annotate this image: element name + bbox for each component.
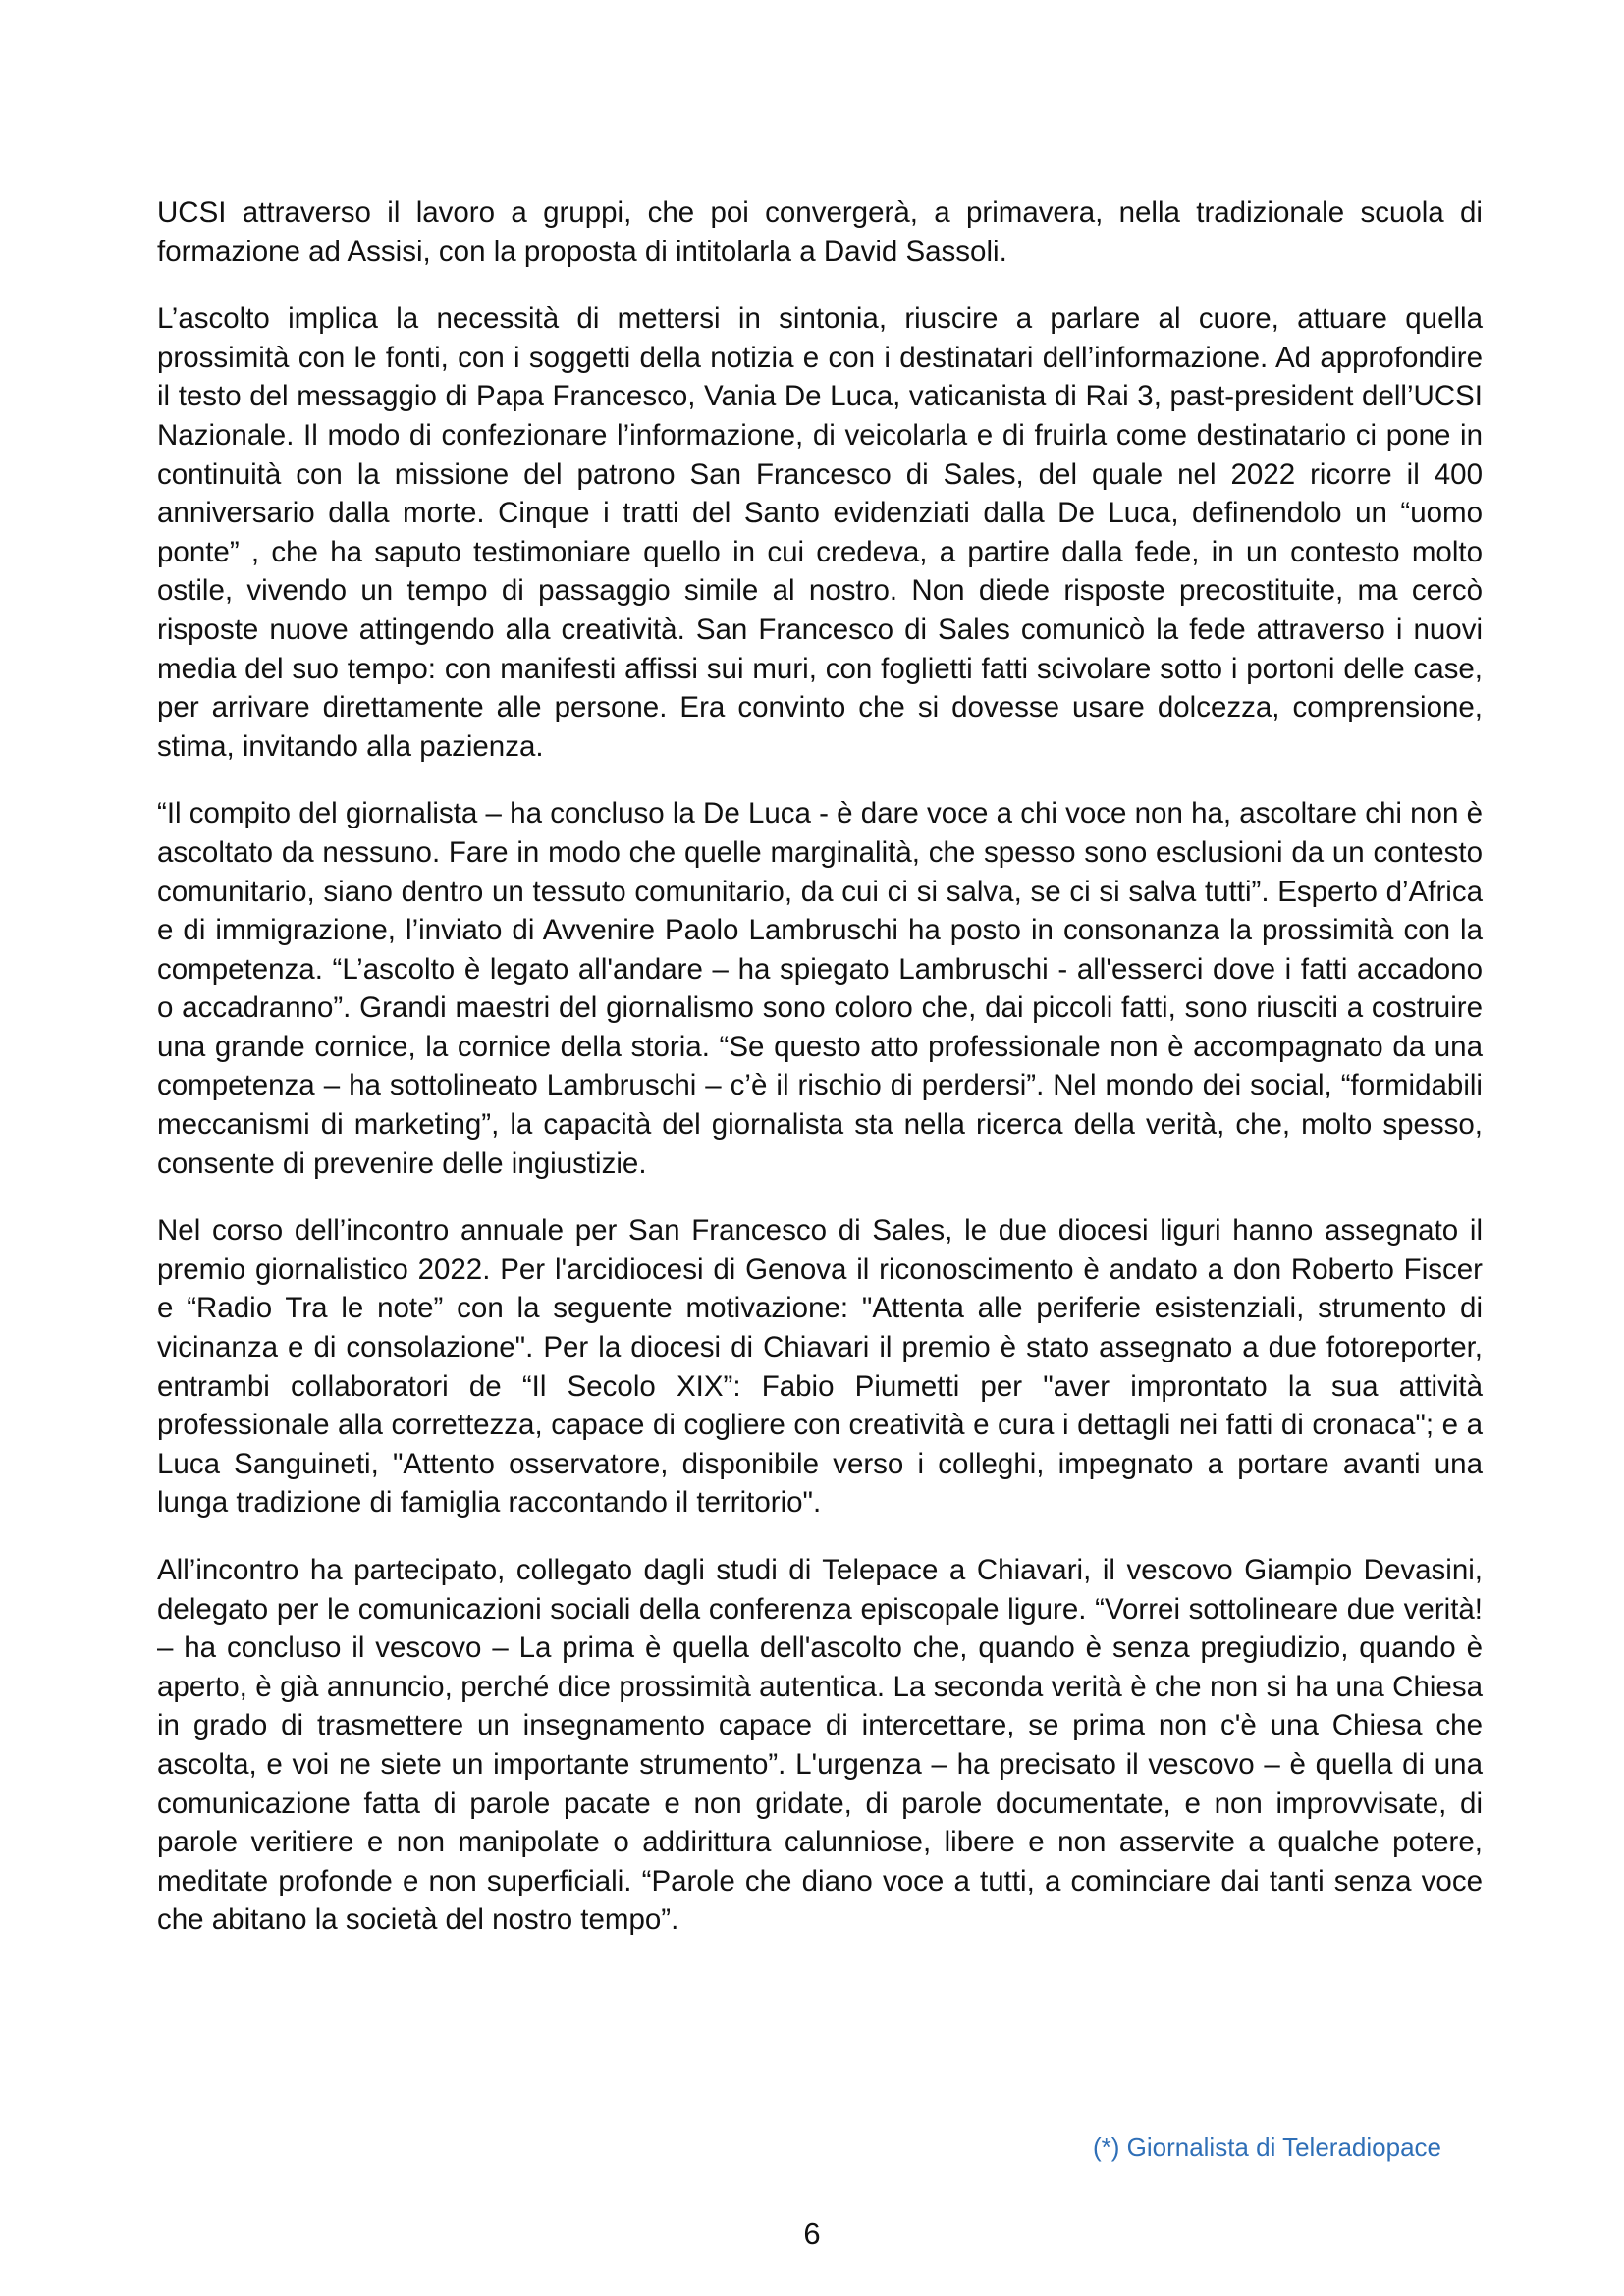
article-paragraph-4: Nel corso dell’incontro annuale per San Francesco di Sales, le due diocesi liguri hanno assegnato il premio giornalistico 2022. Per l'arcidiocesi di Genova il riconoscimento è andato a don Roberto Fiscer e “Radio Tra le note” con la seguente motivazione: "Attenta alle periferie esistenziali, strumento di vicinanza e di consolazione". Per la diocesi di Chiavari il premio è stato assegnato a due fotoreporter, entrambi collaboratori de “Il Secolo XIX”: Fabio Piumetti per "aver improntato la sua attività professionale alla correttezza, capace di cogliere con creatività e cura i dettagli nei fatti di cronaca"; e a Luca Sanguineti, "Attento osservatore, disponibile verso i colleghi, impegnato a portare avanti una lunga tradizione di famiglia raccontando il territorio".: [157, 1214, 1483, 1520]
article-paragraph-1: UCSI attraverso il lavoro a gruppi, che poi convergerà, a primavera, nella tradizionale scuola di formazione ad Assisi, con la proposta di intitolarla a David Sassoli.: [157, 196, 1483, 268]
page-number: 6: [803, 2216, 821, 2251]
article-body: [157, 193, 1483, 1968]
article-paragraph-3: “Il compito del giornalista – ha concluso la De Luca - è dare voce a chi voce non ha, ascoltare chi non è ascoltato da nessuno. Fare in modo che quelle marginalità, che spesso sono esclusioni da un contesto comunitario, siano dentro un tessuto comunitario, da cui ci si salva, se ci si salva tutti”. Esperto d’Africa e di immigrazione, l’inviato di Avvenire Paolo Lambruschi ha posto in consonanza la prossimità con la competenza. “L’ascolto è legato all'andare – ha spiegato Lambruschi - all'esserci dove i fatti accadono o accadranno”. Grandi maestri del giornalismo sono coloro che, dai piccoli fatti, sono riusciti a costruire una grande cornice, la cornice della storia. “Se questo atto professionale non è accompagnato da una competenza – ha sottolineato Lambruschi – c’è il rischio di perdersi”. Nel mondo dei social, “formidabili meccanismi di marketing”, la capacità del giornalista sta nella ricerca della verità, che, molto spesso, consente di prevenire delle ingiustizie.: [157, 797, 1483, 1180]
article-paragraph-5: All’incontro ha partecipato, collegato dagli studi di Telepace a Chiavari, il vescovo Giampio Devasini, delegato per le comunicazioni sociali della conferenza episcopale ligure. “Vorrei sottolineare due verità! – ha concluso il vescovo – La prima è quella dell'ascolto che, quando è senza pregiudizio, quando è aperto, è già annuncio, perché dice prossimità autentica. La seconda verità è che non si ha una Chiesa in grado di trasmettere un insegnamento capace di intercettare, se prima non c'è una Chiesa che ascolta, e voi ne siete un importante strumento”. L'urgenza – ha precisato il vescovo – è quella di una comunicazione fatta di parole pacate e non gridate, di parole documentate, e non improvvisate, di parole veritiere e non manipolate o addirittura calunniose, libere e non asservite a qualche potere, meditate profonde e non superficiali. “Parole che diano voce a tutti, a cominciare dai tanti senza voce che abitano la società del nostro tempo”.: [157, 1554, 1483, 1937]
article-paragraph-2: L’ascolto implica la necessità di mettersi in sintonia, riuscire a parlare al cuore, attuare quella prossimità con le fonti, con i soggetti della notizia e con i destinatari dell’informazione. Ad approfondire il testo del messaggio di Papa Francesco, Vania De Luca, vaticanista di Rai 3, past-president dell’UCSI Nazionale. Il modo di confezionare l’informazione, di veicolarla e di fruirla come destinatario ci pone in continuità con la missione del patrono San Francesco di Sales, del quale nel 2022 ricorre il 400 anniversario dalla morte. Cinque i tratti del Santo evidenziati dalla De Luca, definendolo un “uomo ponte” , che ha saputo testimoniare quello in cui credeva, a partire dalla fede, in un contesto molto ostile, vivendo un tempo di passaggio simile al nostro. Non diede risposte precostituite, ma cercò risposte nuove attingendo alla creatività. San Francesco di Sales comunicò la fede attraverso i nuovi media del suo tempo: con manifesti affissi sui muri, con foglietti fatti scivolare sotto i portoni delle case, per arrivare direttamente alle persone. Era convinto che si dovesse usare dolcezza, comprensione, stima, invitando alla pazienza.: [157, 302, 1483, 763]
author-footnote: (*) Giornalista di Teleradiopace: [1092, 2132, 1441, 2162]
